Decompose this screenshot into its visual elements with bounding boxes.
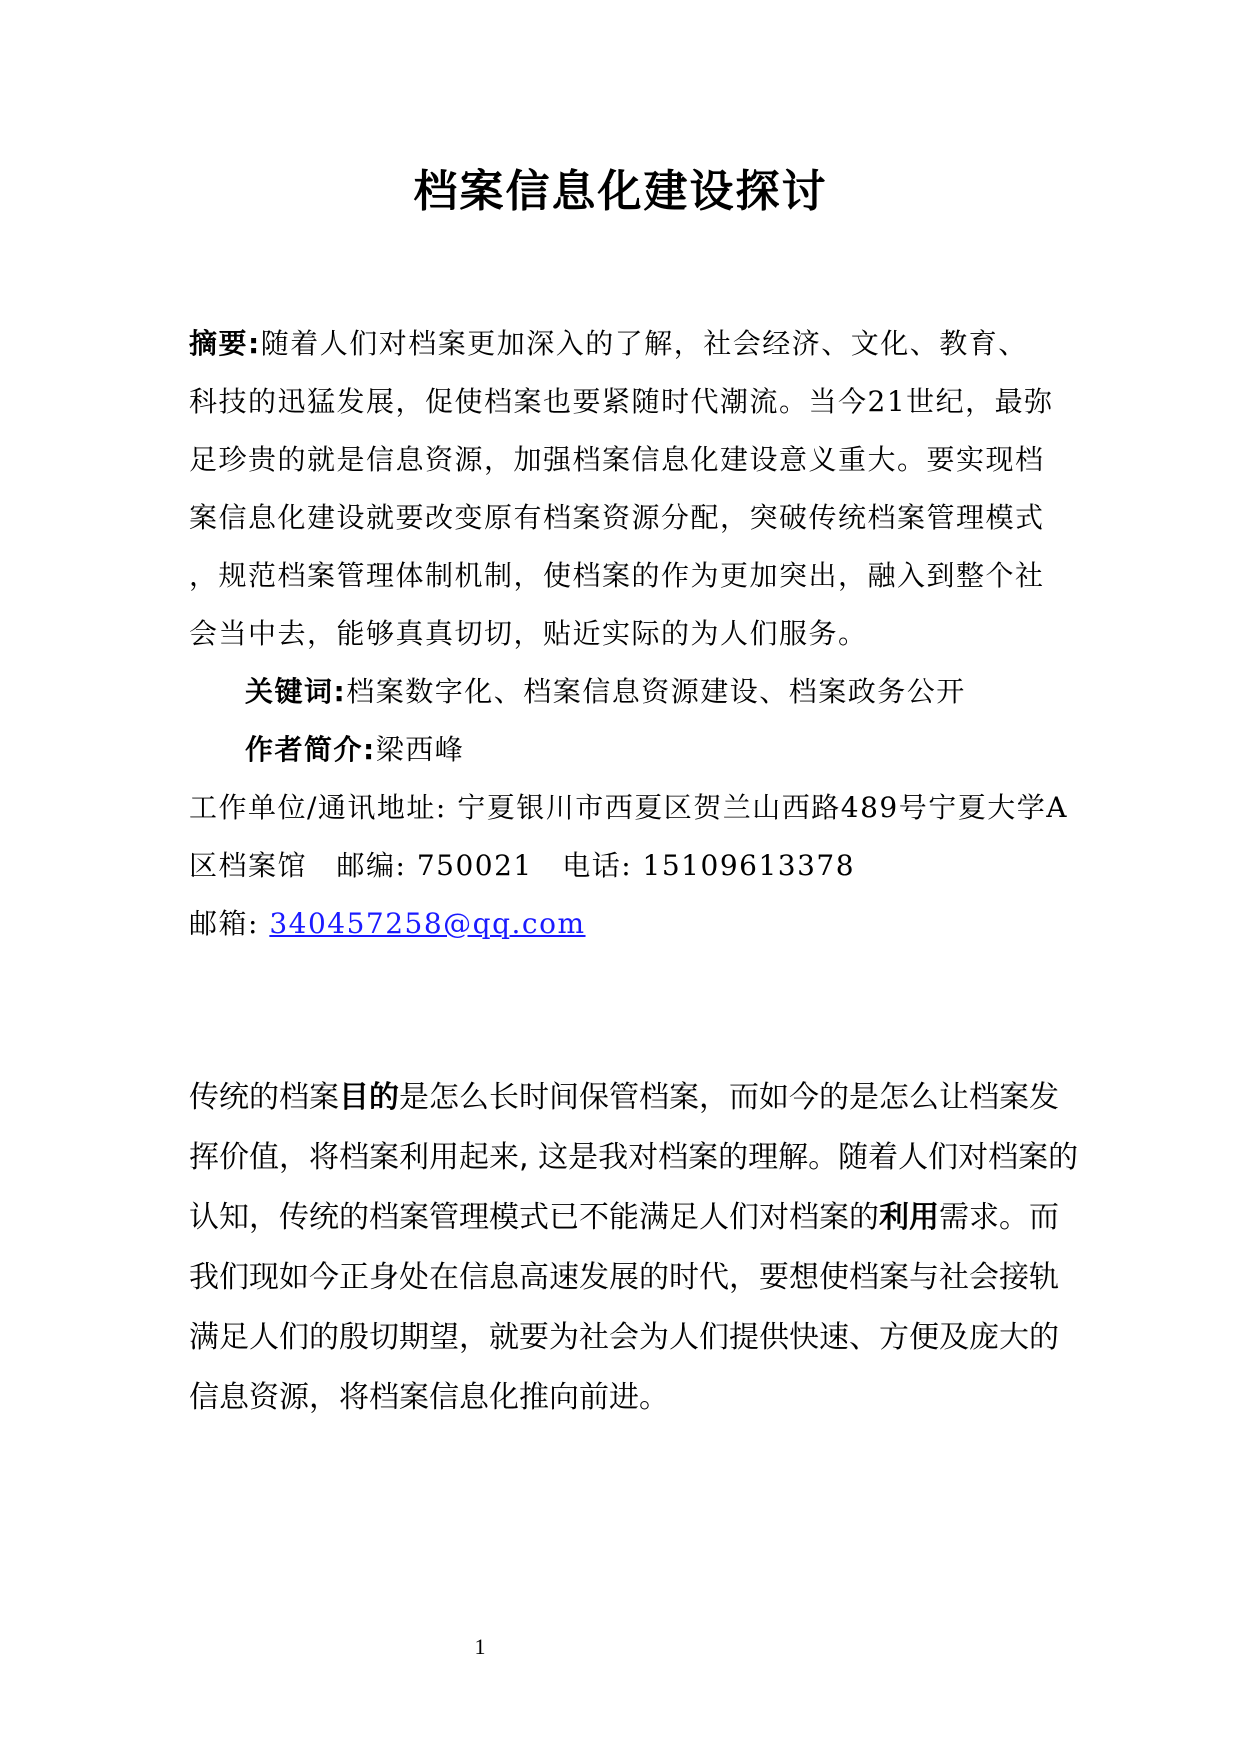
body-line-1 — [189, 1077, 1059, 1119]
body-line-5: 满足人们的殷切期望，就要为社会为人们提供快速、方便及庞大的 — [189, 1320, 1059, 1355]
address-line-1: 工作单位/通讯地址: 宁夏银川市西夏区贺兰山西路489号宁夏大学A — [189, 791, 1068, 824]
keywords-text: 档案数字化、档案信息资源建设、档案政务公开 — [346, 675, 966, 708]
abstract-line-1 — [189, 324, 1028, 364]
body-line-3 — [189, 1197, 1059, 1239]
body-emphasis: 利用 — [879, 1200, 939, 1235]
body-emphasis: 目的 — [339, 1080, 399, 1115]
abstract-line-4: 案信息化建设就要改变原有档案资源分配，突破传统档案管理模式 — [189, 501, 1045, 534]
author-name: 梁西峰 — [375, 733, 465, 766]
body-text: 需求。而 — [939, 1200, 1059, 1235]
author-label: 作者简介: — [245, 733, 376, 766]
email-label: 邮箱: — [189, 907, 270, 940]
address-line-2: 区档案馆 邮编: 750021 电话: 15109613378 — [189, 849, 856, 882]
abstract-label: 摘要: — [189, 327, 261, 360]
body-line-2: 挥价值，将档案利用起来, 这是我对档案的理解。随着人们对档案的 — [189, 1140, 1079, 1175]
author-line — [245, 730, 464, 770]
email-link[interactable]: 340457258@qq.com — [269, 907, 586, 940]
body-line-6: 信息资源，将档案信息化推向前进。 — [189, 1380, 669, 1415]
abstract-line-5: ，规范档案管理体制机制，使档案的作为更加突出，融入到整个社 — [189, 559, 1045, 592]
body-line-4: 我们现如今正身处在信息高速发展的时代，要想使档案与社会接轨 — [189, 1260, 1059, 1295]
abstract-line-3: 足珍贵的就是信息资源，加强档案信息化建设意义重大。要实现档 — [189, 443, 1045, 476]
keywords-line — [245, 672, 966, 712]
abstract-line-6: 会当中去，能够真真切切，贴近实际的为人们服务。 — [189, 617, 868, 650]
page-number: 1 — [474, 1634, 486, 1659]
body-text: 是怎么长时间保管档案，而如今的是怎么让档案发 — [399, 1080, 1059, 1115]
abstract-line-2: 科技的迅猛发展，促使档案也要紧随时代潮流。当今21世纪，最弥 — [189, 385, 1054, 418]
abstract-text-1: 随着人们对档案更加深入的了解，社会经济、文化、教育、 — [260, 327, 1028, 360]
document-title: 档案信息化建设探讨 — [413, 166, 828, 217]
keywords-label: 关键词: — [245, 675, 347, 708]
email-line — [189, 904, 586, 944]
body-text: 认知，传统的档案管理模式已不能满足人们对档案的 — [189, 1200, 879, 1235]
body-text: 传统的档案 — [189, 1080, 339, 1115]
